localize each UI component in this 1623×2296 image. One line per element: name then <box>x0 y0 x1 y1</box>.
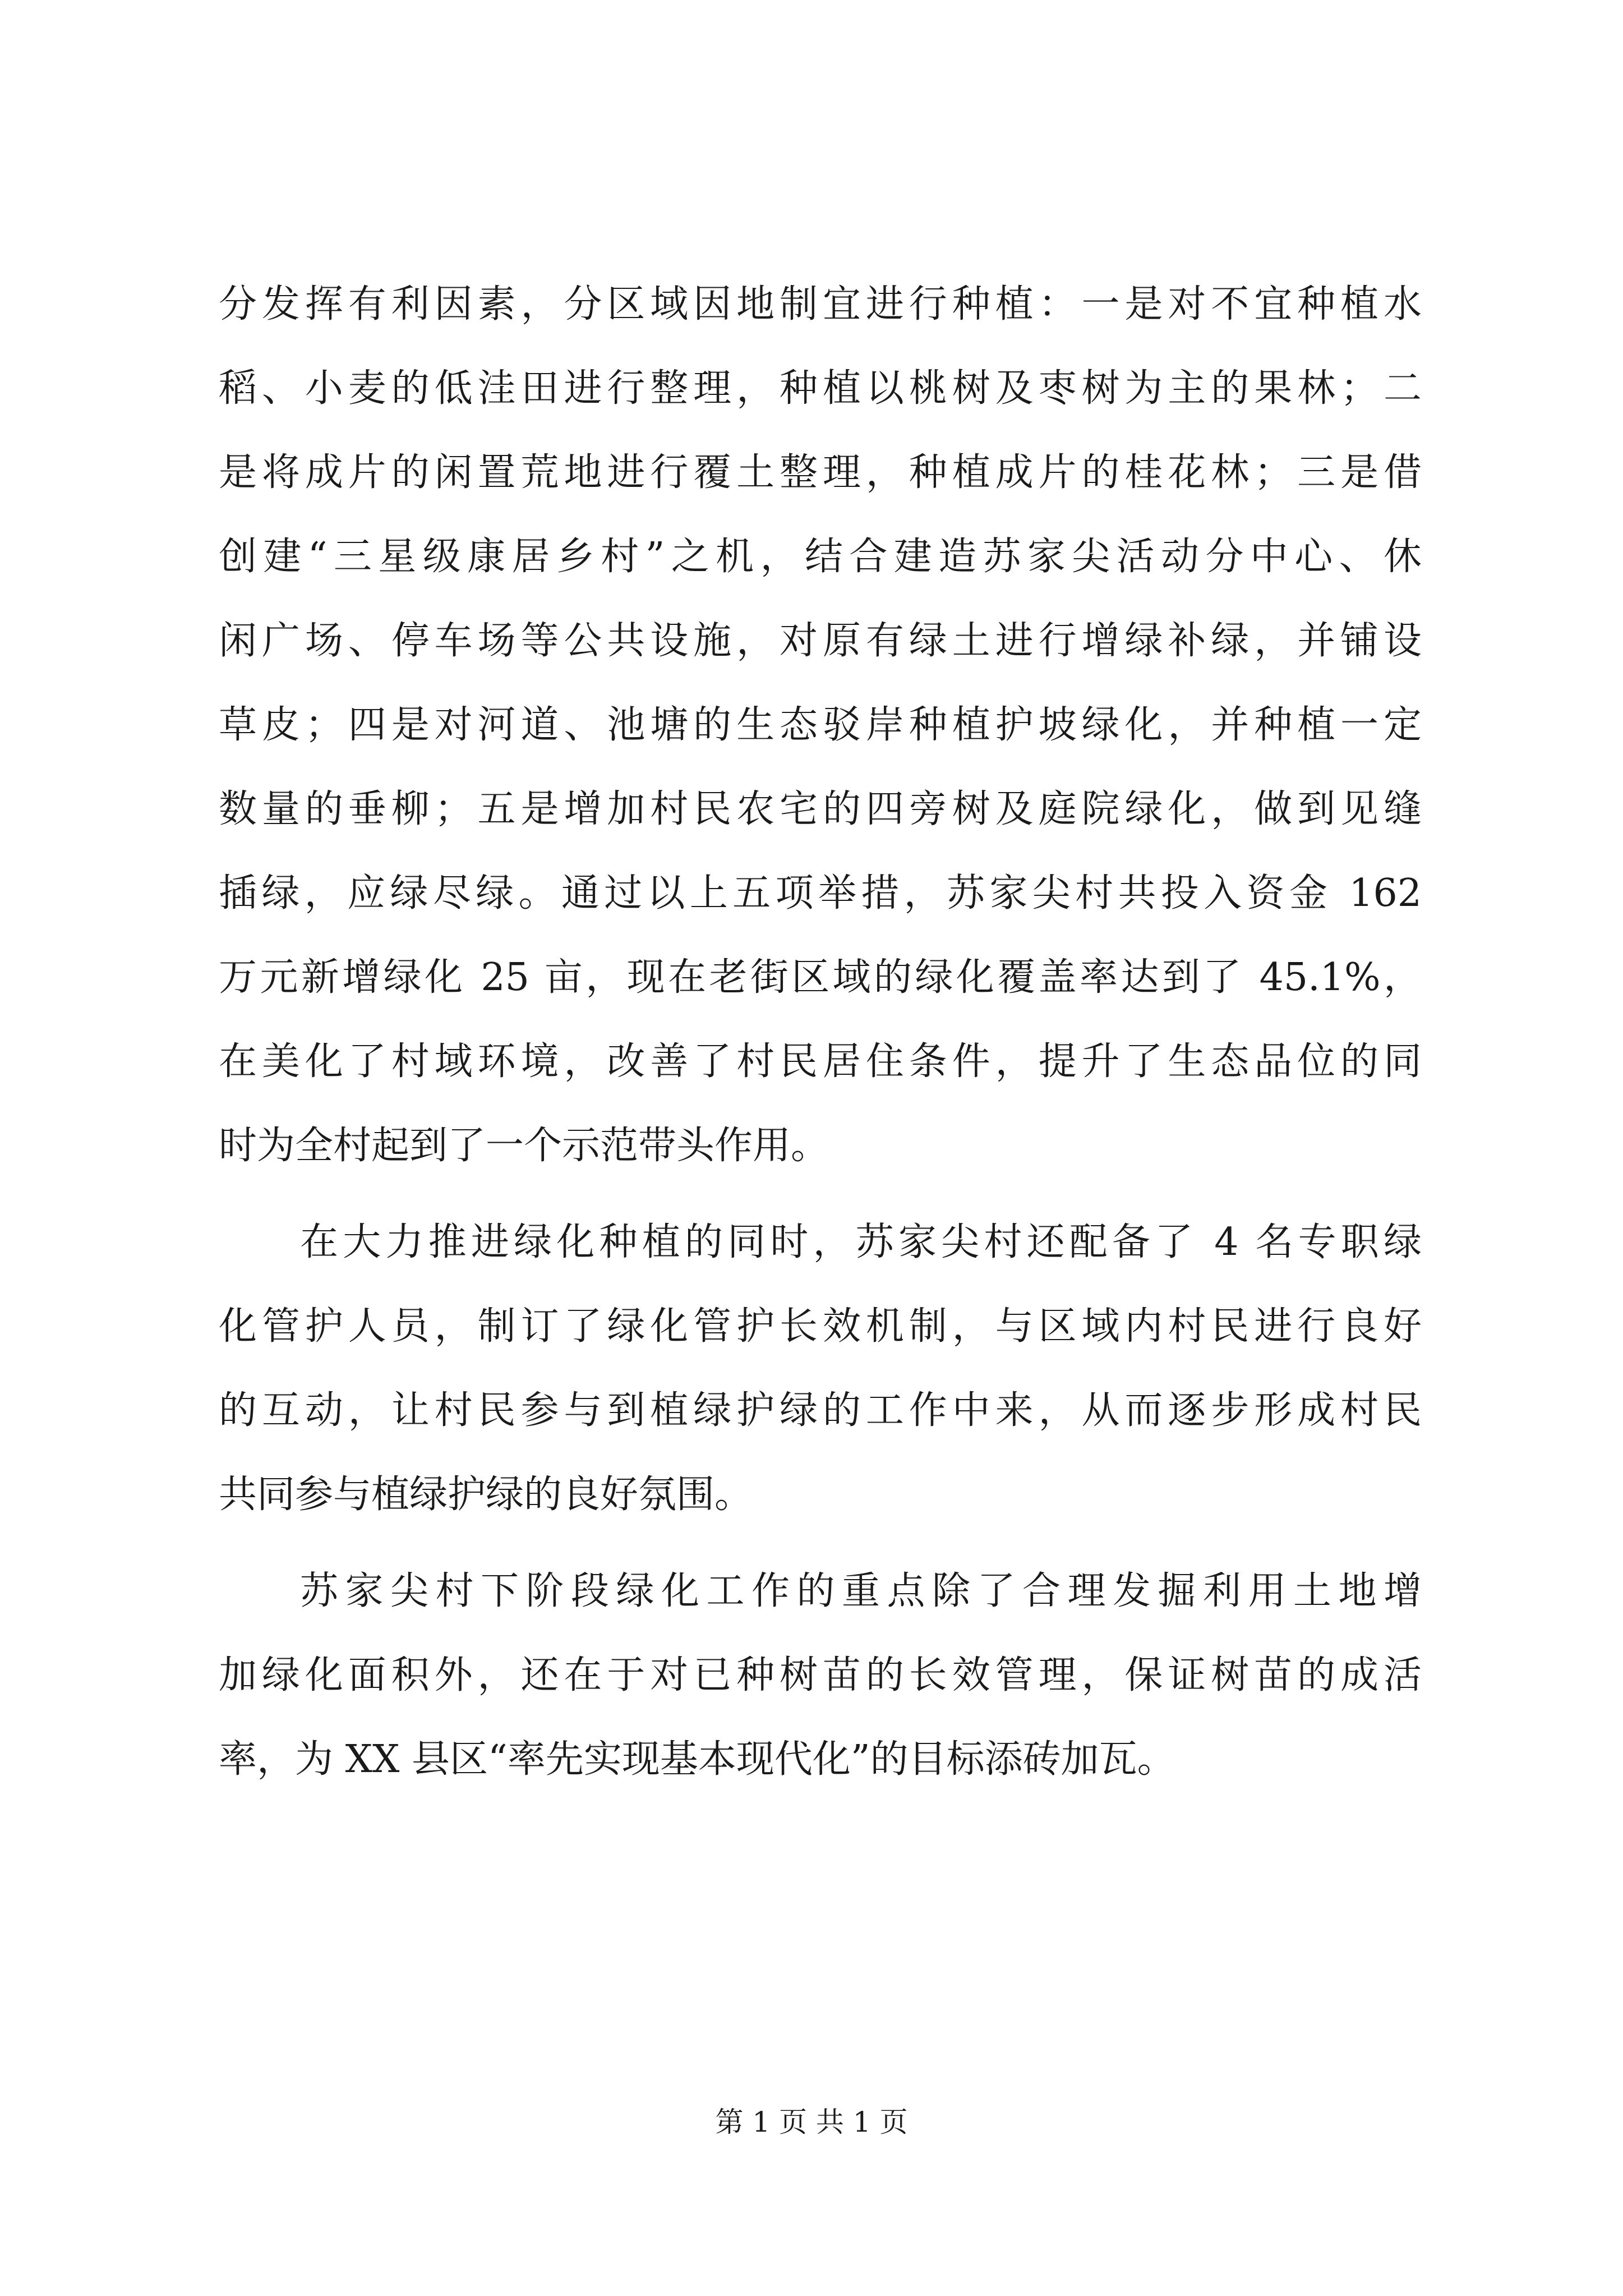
text-line: 率，为 XX 县区“率先实现基本现代化”的目标添砖加瓦。 <box>219 1737 1175 1782</box>
text-line: 加绿化面积外，还在于对已种树苗的长效管理，保证树苗的成活 <box>219 1653 1422 1697</box>
paragraph-spacing <box>219 1537 1422 1549</box>
text-line: 万元新增绿化 25 亩，现在老街区域的绿化覆盖率达到了 45.1%， <box>219 955 1422 1000</box>
text-line: 数量的垂柳；五是增加村民农宅的四旁树及庭院绿化，做到见缝 <box>219 787 1422 831</box>
paragraph-3 <box>219 1549 1422 1802</box>
text-line: 在大力推进绿化种植的同时，苏家尖村还配备了 4 名专职绿 <box>300 1220 1422 1264</box>
text-line: 分发挥有利因素，分区域因地制宜进行种植：一是对不宜种植水 <box>219 282 1422 326</box>
page-number-footer: 第 1 页 共 1 页 <box>715 2106 908 2138</box>
text-line: 创建“三星级康居乡村”之机，结合建造苏家尖活动分中心、休 <box>219 535 1422 579</box>
paragraph-1 <box>219 263 1422 1188</box>
text-line: 草皮；四是对河道、池塘的生态驳岸种植护坡绿化，并种植一定 <box>219 703 1422 747</box>
text-line: 苏家尖村下阶段绿化工作的重点除了合理发掘利用土地增 <box>300 1569 1422 1613</box>
paragraph-2 <box>219 1200 1422 1537</box>
text-line: 化管护人员，制订了绿化管护长效机制，与区域内村民进行良好 <box>219 1304 1422 1349</box>
text-line: 稻、小麦的低洼田进行整理，种植以桃树及枣树为主的果林；二 <box>219 366 1422 411</box>
document-body <box>219 263 1422 1802</box>
text-line: 在美化了村域环境，改善了村民居住条件，提升了生态品位的同 <box>219 1039 1422 1084</box>
text-line: 共同参与植绿护绿的良好氛围。 <box>219 1473 753 1517</box>
text-line: 的互动，让村民参与到植绿护绿的工作中来，从而逐步形成村民 <box>219 1388 1422 1433</box>
text-line: 闲广场、停车场等公共设施，对原有绿土进行增绿补绿，并铺设 <box>219 619 1422 663</box>
paragraph-spacing <box>219 1188 1422 1200</box>
text-line: 插绿，应绿尽绿。通过以上五项举措，苏家尖村共投入资金 162 <box>219 871 1422 915</box>
text-line: 是将成片的闲置荒地进行覆土整理，种植成片的桂花林；三是借 <box>219 450 1422 495</box>
text-line: 时为全村起到了一个示范带头作用。 <box>219 1124 829 1168</box>
